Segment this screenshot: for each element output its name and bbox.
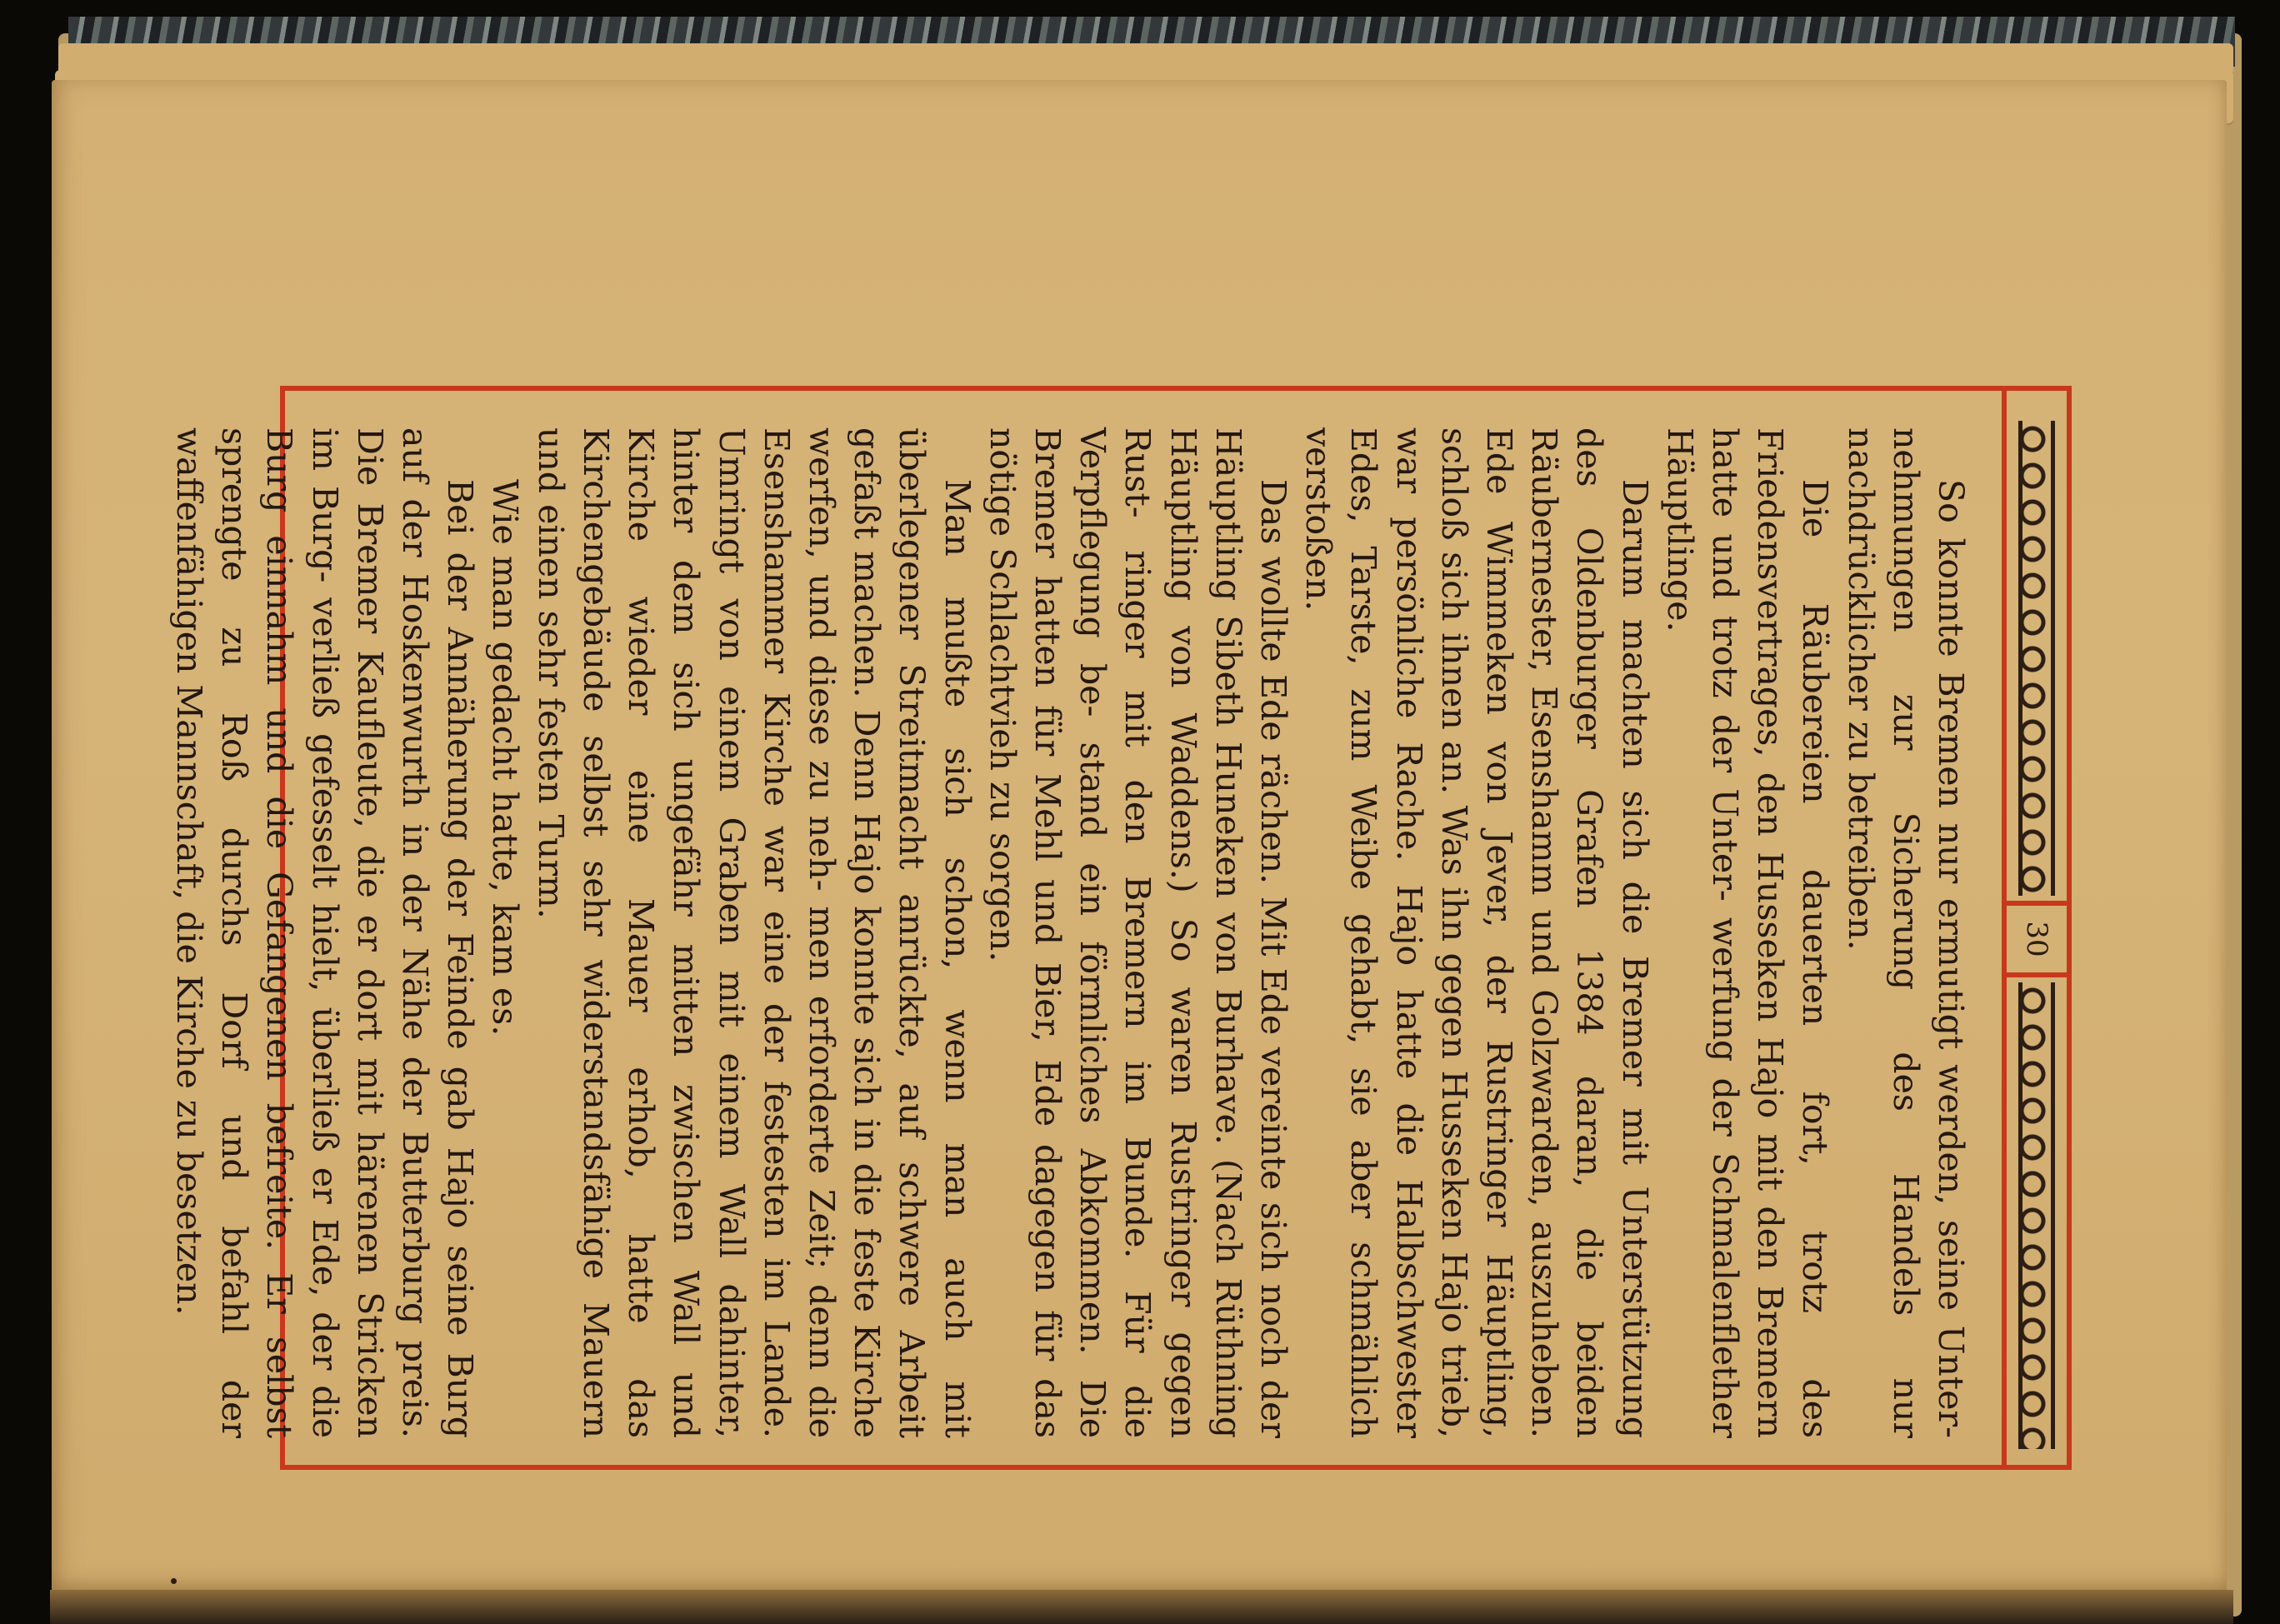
paragraph: So konnte Bremen nur ermutigt werden, seine Unter- nehmungen zur Sicherung des Handels nur nachdrücklicher zu betreiben. <box>1840 427 1971 1438</box>
printed-page-frame <box>169 386 2072 1470</box>
page-bottom-edge <box>50 1590 2233 1624</box>
paragraph: Das wollte Ede rächen. Mit Ede vereinte sich noch der Häuptling Sibeth Huneken von Burhave. (Nach Rüthning Häuptling von Waddens.) So waren Rustringer gegen Rust- ringer mit den Bremern im Bunde. Für die Verpflegung be- stand ein förmliches Abkommen. Die Bremer hatten für Mehl und Bier, Ede dagegen für das nötige Schlachtvieh zu sorgen. <box>982 427 1293 1438</box>
page-header <box>2002 391 2067 1465</box>
header-ornament-left <box>2018 421 2055 896</box>
header-ornament-right <box>2018 982 2055 1449</box>
ink-speck <box>171 1578 177 1584</box>
paragraph: Darum machten sich die Bremer mit Unterstützung des Oldenburger Grafen 1384 daran, die beiden Räubernester, Esenshamm und Golzwarden, auszuheben. Ede Wimmeken von Jever, der Rustringer Häuptling, schloß sich ihnen an. Was ihn gegen Husseken Hajo trieb, war persönliche Rache. Hajo hatte die Halbschwester Edes, Tarste, zum Weibe gehabt, sie aber schmählich verstoßen. <box>1298 427 1655 1438</box>
paragraph: Bei der Annäherung der Feinde gab Hajo seine Burg auf der Hoskenwurth in der Nähe der Butterburg preis. Die Bremer Kaufleute, die er dort mit härenen Stricken im Burg- verließ gefesselt hielt, überließ er Ede, der die Burg einnahm und die Gefangenen befreite. Er selbst sprengte zu Roß durchs Dorf und befahl der waffenfähigen Mannschaft, die Kirche zu besetzen. <box>169 427 481 1438</box>
paragraph: Die Räubereien dauerten fort, trotz des Friedensvertrages, den Husseken Hajo mit den Bremern hatte und trotz der Unter- werfung der Schmalenflether Häuptlinge. <box>1659 427 1836 1438</box>
red-border-frame <box>169 386 2072 1470</box>
paragraph: Man mußte sich schon, wenn man auch mit überlegener Streitmacht anrückte, auf schwere Arbeit gefaßt machen. Denn Hajo konnte sich in die feste Kirche werfen, und diese zu neh- men erforderte Zeit; denn die Esenshammer Kirche war eine der festesten im Lande. Umringt von einem Graben mit einem Wall dahinter, hinter dem sich ungefähr mitten zwischen Wall und Kirche wieder eine Mauer erhob, hatte das Kirchengebäude selbst sehr widerstandsfähige Mauern und einen sehr festen Turm. <box>530 427 978 1438</box>
page-number: 30 <box>2002 901 2072 977</box>
paragraph: Wie man gedacht hatte, kam es. <box>485 479 526 1037</box>
page-body-text <box>167 427 1973 1438</box>
